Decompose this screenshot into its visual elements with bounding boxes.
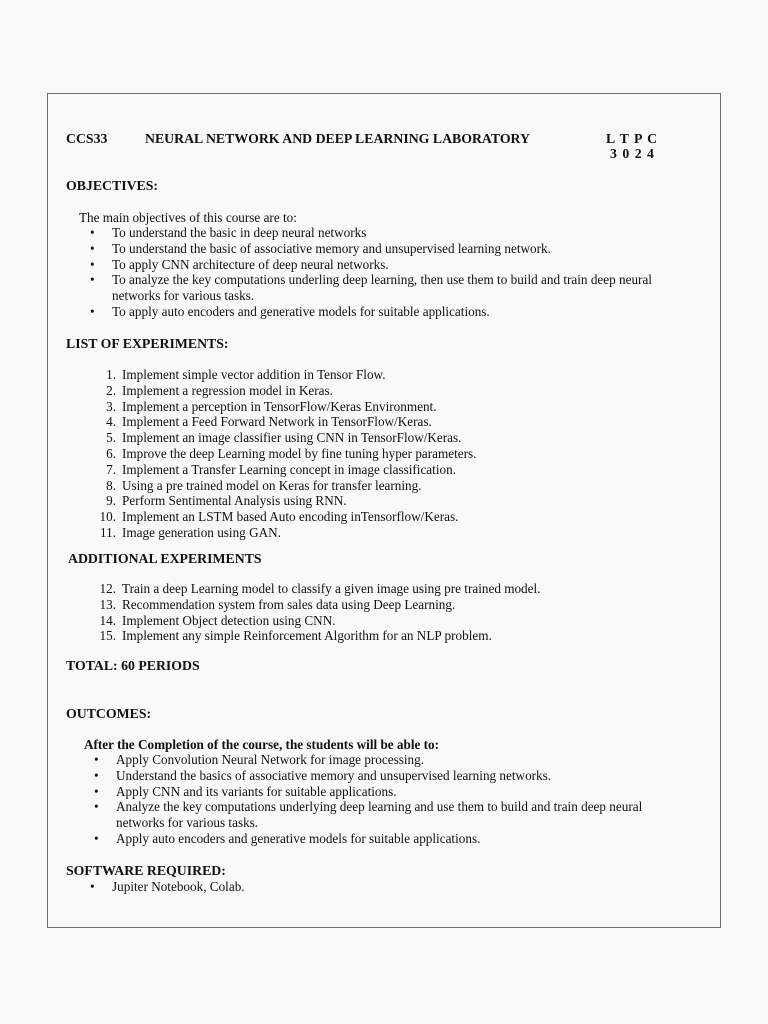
ltpc-values: 3 0 2 4: [610, 146, 655, 161]
bullet-icon: •: [94, 767, 99, 783]
list-item: • To understand the basic in deep neural networks: [90, 225, 367, 240]
list-item-continuation: networks for various tasks.: [116, 815, 259, 831]
list-item: • To apply CNN architecture of deep neural networks.: [90, 256, 389, 272]
list-item: 4. Implement a Feed Forward Network in TensorFlow/Keras.: [106, 414, 432, 430]
objectives-list: [90, 225, 652, 320]
bullet-icon: •: [90, 256, 95, 272]
objectives-heading: OBJECTIVES:: [66, 178, 159, 193]
list-item: 5. Implement an image classifier using CNN in TensorFlow/Keras.: [106, 430, 462, 446]
bullet-icon: •: [90, 240, 95, 256]
list-item: • To apply auto encoders and generative models for suitable applications.: [90, 303, 490, 319]
list-item: • To understand the basic of associative memory and unsupervised learning network.: [90, 240, 551, 256]
bullet-icon: •: [94, 752, 99, 767]
list-item: • To analyze the key computations underling deep learning, then use them to build and train deep neural: [90, 272, 652, 288]
list-item: 13. Recommendation system from sales data using Deep Learning.: [99, 596, 456, 612]
list-item: 14. Implement Object detection using CNN.: [99, 612, 336, 628]
list-item: 12. Train a deep Learning model to classify a given image using pre trained model.: [99, 581, 541, 596]
outcomes-heading: OUTCOMES:: [66, 706, 152, 721]
bullet-icon: •: [94, 799, 99, 815]
objectives-intro: The main objectives of this course are to:: [79, 210, 297, 225]
list-item: • Apply Convolution Neural Network for image processing.: [94, 752, 425, 767]
outcomes-intro: After the Completion of the course, the students will be able to:: [84, 737, 440, 752]
experiments-heading: LIST OF EXPERIMENTS:: [66, 336, 229, 351]
bullet-icon: •: [90, 225, 95, 240]
course-title: NEURAL NETWORK AND DEEP LEARNING LABORATORY: [145, 131, 530, 146]
list-item: • Jupiter Notebook, Colab.: [90, 879, 245, 894]
additional-list: [99, 581, 541, 644]
list-item: 9. Perform Sentimental Analysis using RNN.: [106, 493, 347, 509]
bullet-icon: •: [94, 783, 99, 799]
list-item: 2. Implement a regression model in Keras.: [106, 382, 333, 398]
total-periods: TOTAL: 60 PERIODS: [66, 658, 200, 673]
list-item: • Apply auto encoders and generative models for suitable applications.: [94, 830, 481, 846]
bullet-icon: •: [90, 272, 95, 288]
list-item: 10. Implement an LSTM based Auto encoding inTensorflow/Keras.: [99, 509, 459, 525]
additional-heading: ADDITIONAL EXPERIMENTS: [68, 551, 262, 566]
list-item: 11. Image generation using GAN.: [100, 524, 281, 540]
list-item: 1. Implement simple vector addition in Tensor Flow.: [106, 367, 386, 382]
bullet-icon: •: [90, 303, 95, 319]
software-list: [90, 879, 245, 895]
list-item: • Apply CNN and its variants for suitable applications.: [94, 783, 397, 799]
list-item: • Understand the basics of associative memory and unsupervised learning networks.: [94, 767, 552, 783]
list-item: 15. Implement any simple Reinforcement Algorithm for an NLP problem.: [99, 628, 492, 644]
list-item: • Analyze the key computations underlying deep learning and use them to build and train deep neural: [94, 799, 643, 815]
software-heading: SOFTWARE REQUIRED:: [66, 863, 226, 878]
bullet-icon: •: [94, 830, 99, 846]
list-item: 3. Implement a perception in TensorFlow/Keras Environment.: [106, 398, 437, 414]
list-item: 7. Implement a Transfer Learning concept in image classification.: [106, 461, 456, 477]
bullet-icon: •: [90, 879, 95, 894]
experiments-list: [99, 367, 477, 541]
list-item-continuation: networks for various tasks.: [112, 288, 255, 304]
ltpc-label: L T P C: [606, 131, 659, 146]
outcomes-list: [94, 752, 643, 847]
list-item: 6. Improve the deep Learning model by fine tuning hyper parameters.: [106, 445, 477, 461]
list-item: 8. Using a pre trained model on Keras for transfer learning.: [106, 477, 422, 493]
course-code: CCS33: [66, 131, 108, 146]
